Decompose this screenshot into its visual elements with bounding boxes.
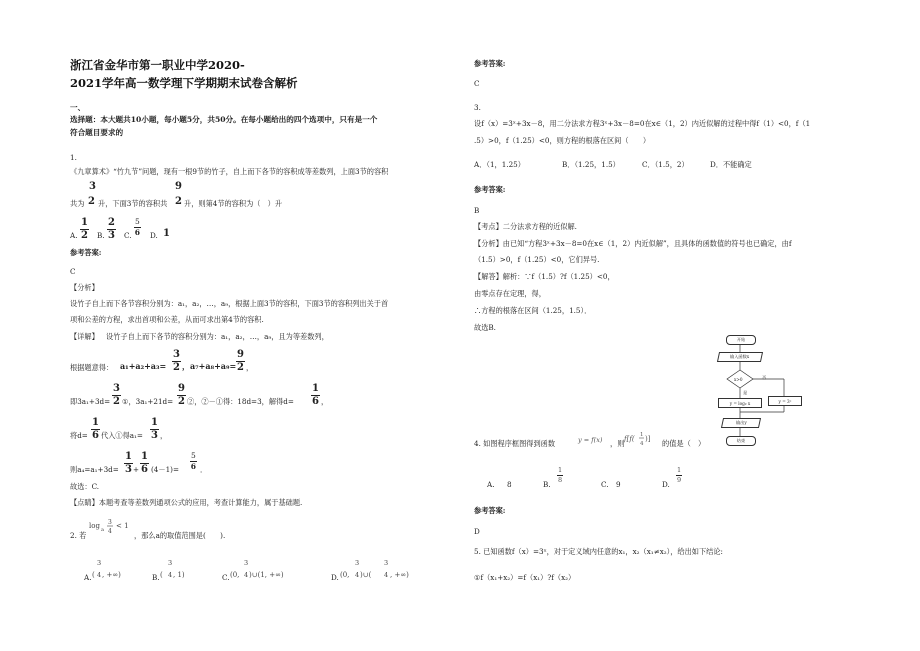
q3-option-d: D．不能确定 xyxy=(710,160,752,169)
page-title-line-2: 2021学年高一数学理下学期期末试卷含解析 xyxy=(70,76,298,90)
question-5-line-1: 5. 已知函数f（x）=3ˣ，对于定义域内任意的x₁，x₂（x₁≠x₂），给出如下结论: xyxy=(474,547,723,556)
svg-text:(0,: (0, xyxy=(230,571,240,579)
flowchart-right-branch: y = 3ˣ xyxy=(768,396,802,406)
option-c-fraction: 5 6 xyxy=(134,217,140,237)
detail-4a: 将d= xyxy=(70,431,88,440)
q2-option-d-interval xyxy=(340,556,420,584)
fraction-3-over-2-den: 2 xyxy=(88,196,95,207)
detail-5c: (4－1)= xyxy=(151,465,179,474)
section-instructions-2: 符合题目要求的 xyxy=(70,128,124,137)
answer-q3: B xyxy=(474,206,480,215)
section-instructions-1: 选择题：本大题共10小题，每小题5分，共50分。在每小题给出的四个选项中，只有是一个 xyxy=(70,115,378,124)
q3-option-c: C．（1.5，2） xyxy=(642,160,689,169)
detail-2-eq1: a₁+a₂+a₃= xyxy=(120,361,167,371)
flowchart-no-label: 否 xyxy=(762,375,767,380)
svg-text:3: 3 xyxy=(355,559,360,567)
detail-2-prefix: 根据题意得： xyxy=(70,363,114,372)
q3-line-c: 故选B. xyxy=(474,323,496,332)
question-4-suffix: 的值是（ ） xyxy=(662,439,706,448)
detail-3c: ②，②－①得：18d=3，解得d= xyxy=(187,397,294,406)
q2-option-a-label: A. xyxy=(84,573,92,582)
svg-text:< 1: < 1 xyxy=(116,522,129,530)
flowchart xyxy=(700,332,810,450)
detail-4-frac2: 1 3 xyxy=(151,417,158,441)
question-3-line-1: 设f（x）=3ˣ+3x－8，用二分法求方程3ˣ+3x－8=0在x∈（1，2）内近似解的过程中得f（1）<0，f（1 xyxy=(474,119,811,128)
flowchart-yes-label: 是 xyxy=(743,390,748,395)
detail-2-end: ， xyxy=(246,363,254,372)
question-4-middle: ，则 xyxy=(610,439,625,448)
q2-option-b-interval xyxy=(160,556,194,584)
flowchart-start: 开始 xyxy=(726,335,756,345)
svg-text:(0,: (0, xyxy=(340,571,350,579)
question-4-expr: y = f(x) xyxy=(578,436,603,444)
page-title-line-1: 浙江省金华市第一职业中学2020- xyxy=(70,58,245,72)
svg-text:3: 3 xyxy=(108,519,112,526)
option-b-label: B. xyxy=(97,231,105,240)
svg-text:4: 4 xyxy=(97,571,102,579)
q4-option-b-label: B. xyxy=(543,480,551,489)
detail-4-frac1: 1 6 xyxy=(92,417,99,441)
q4-option-c-value: 9 xyxy=(616,480,621,489)
detail-5a: 则a₄=a₁+3d= xyxy=(70,465,119,474)
option-a-fraction: 1 2 xyxy=(81,217,88,241)
detail-5d: ． xyxy=(200,465,208,474)
svg-text:)]: )] xyxy=(645,435,651,443)
detail-2-frac2: 9 2 xyxy=(237,349,244,373)
section-label: 一、 xyxy=(70,103,86,112)
question-1-stem-2a: 共为 xyxy=(70,199,85,208)
svg-text:3: 3 xyxy=(97,559,102,567)
fraction-9-over-2-den: 2 xyxy=(175,196,182,207)
detail-4b: 代入①得a₁= xyxy=(101,431,143,440)
question-1-number: 1. xyxy=(70,153,77,162)
svg-text:f[f(: f[f( xyxy=(624,435,635,443)
q4-option-b-fraction: 1 8 xyxy=(558,466,563,484)
q3-line-b: ∴方程的根落在区间（1.25，1.5）． xyxy=(474,306,592,315)
detail-3-frac1: 3 2 xyxy=(113,383,120,407)
q2-option-a-interval xyxy=(92,556,132,584)
question-5-line-2: ①f（x₁+x₂）=f（x₁）?f（x₂） xyxy=(474,573,576,582)
svg-text:1: 1 xyxy=(640,432,644,438)
flowchart-condition: x>0 xyxy=(734,377,743,382)
option-d-label: D. xyxy=(150,231,158,240)
detail-line-1-text: 设竹子自上而下各节的容积分别为：a₁，a₂，…，a₉，且为等差数列， xyxy=(106,332,329,341)
q4-option-d-fraction: 1 9 xyxy=(677,466,682,484)
answer-q2: C xyxy=(474,79,480,88)
q4-option-c-label: C. xyxy=(601,480,609,489)
detail-3a: 即3a₁+3d= xyxy=(70,397,111,406)
q3-jieda: 【解答】解析：∵f（1.5）?f（1.25）<0， xyxy=(474,272,615,281)
option-b-fraction: 2 3 xyxy=(108,217,115,241)
detail-3b: ①，3a₁+21d= xyxy=(122,397,174,406)
question-1-stem-2b: 升，下面3节的容积共 xyxy=(98,199,168,208)
svg-text:(: ( xyxy=(160,571,163,579)
svg-text:4: 4 xyxy=(168,571,173,579)
question-1-stem-1: 《九章算术》“竹九节”问题，现有一根9节的竹子，自上而下各节的容积成等差数列，上面3节的容积 xyxy=(70,167,389,176)
answer-q4: D xyxy=(474,527,480,536)
detail-2-frac1: 3 2 xyxy=(173,349,180,373)
detail-2-eq2: ，a₇+a₈+a₉= xyxy=(182,361,237,371)
q4-option-a-value: 8 xyxy=(507,480,512,489)
svg-text:4: 4 xyxy=(244,571,249,579)
detail-5-frac2: 1 6 xyxy=(141,451,148,475)
option-a-label: A. xyxy=(70,231,78,240)
q3-fenxi-2: （1.5）>0，f（1.25）<0，它们异号. xyxy=(474,255,600,264)
log-inequality xyxy=(88,516,130,540)
svg-text:4: 4 xyxy=(355,571,360,579)
q2-option-d-label: D. xyxy=(331,573,339,582)
detail-5b: + xyxy=(133,465,140,474)
option-c-label: C. xyxy=(124,231,132,240)
detail-3-frac2: 9 2 xyxy=(178,383,185,407)
svg-text:, +∞): , +∞) xyxy=(390,571,409,579)
analysis-tag: 【分析】 xyxy=(70,283,99,292)
question-4-prefix: 4. 如图程序框图得到函数 xyxy=(474,439,556,448)
svg-text:)∪(: )∪( xyxy=(360,571,372,579)
option-d-value: 1 xyxy=(163,228,170,239)
svg-text:4: 4 xyxy=(384,571,389,579)
detail-line-1: 【详解】 xyxy=(70,332,99,341)
q2-option-c-label: C. xyxy=(222,573,230,582)
q2-option-c-interval xyxy=(230,556,302,584)
svg-text:log: log xyxy=(89,522,100,530)
svg-text:)∪(1, +∞): )∪(1, +∞) xyxy=(249,571,284,579)
flowchart-end: 结束 xyxy=(726,436,756,446)
svg-text:3: 3 xyxy=(244,559,249,567)
svg-text:4: 4 xyxy=(108,528,112,535)
question-2-suffix: ，那么a的取值范围是( ). xyxy=(134,531,226,540)
detail-3d: ， xyxy=(321,397,329,406)
question-4-nested-expr xyxy=(624,428,660,450)
svg-text:3: 3 xyxy=(384,559,389,567)
q2-option-b-label: B. xyxy=(152,573,160,582)
flowchart-input: 输入函数x xyxy=(717,352,763,362)
q4-option-a-label: A. xyxy=(487,480,495,489)
svg-text:a: a xyxy=(101,527,104,533)
conclusion-q1: 故选：C. xyxy=(70,482,100,491)
q3-option-a: A．（1，1.25） xyxy=(474,160,525,169)
q3-fenxi-1: 【分析】由已知“方程3ˣ+3x－8=0在x∈（1，2）内近似解”，且具体的函数值的符号也已确定，由f xyxy=(474,239,792,248)
analysis-line-2: 项和公差的方程，求出首项和公差，从而可求出第4节的容积. xyxy=(70,315,264,324)
q3-kaodian: 【考点】二分法求方程的近似解. xyxy=(474,222,577,231)
question-1-stem-2c: 升，则第4节的容积为（ ）升 xyxy=(184,199,283,208)
q3-option-b: B．（1.25，1.5） xyxy=(562,160,620,169)
analysis-line-1: 设竹子自上而下各节容积分别为：a₁，a₂，…，a₉，根据上面3节的容积，下面3节的容积列出关于首 xyxy=(70,299,389,308)
fraction-9-over-2: 9 xyxy=(175,181,182,192)
question-3-number: 3. xyxy=(474,103,481,112)
svg-text:4: 4 xyxy=(640,441,644,447)
detail-3-frac3: 1 6 xyxy=(312,383,319,407)
question-2-prefix: 2. 若 xyxy=(70,531,87,540)
fraction-3-over-2: 3 xyxy=(89,181,96,192)
flowchart-lines xyxy=(700,332,810,450)
answer-header-q4: 参考答案: xyxy=(474,506,506,515)
svg-text:(: ( xyxy=(92,571,95,579)
answer-header-q2: 参考答案: xyxy=(474,59,506,68)
flowchart-left-branch: y = log₂ x xyxy=(718,398,762,408)
detail-4c: ， xyxy=(160,431,168,440)
answer-q1: C xyxy=(70,267,76,276)
review-q1: 【点睛】本题考查等差数列通项公式的应用，考查计算能力，属于基础题. xyxy=(70,498,303,507)
flowchart-output: 输出y xyxy=(721,418,761,428)
answer-header-q3: 参考答案: xyxy=(474,185,506,194)
q3-line-a: 由零点存在定理，得， xyxy=(474,289,546,298)
svg-text:3: 3 xyxy=(168,559,173,567)
svg-text:, 1): , 1) xyxy=(173,571,185,579)
detail-5-frac3: 5 6 xyxy=(190,451,196,471)
svg-text:, +∞): , +∞) xyxy=(102,571,121,579)
answer-header-q1: 参考答案: xyxy=(70,248,102,257)
q4-option-d-label: D. xyxy=(662,480,670,489)
detail-5-frac1: 1 3 xyxy=(125,451,132,475)
question-3-line-2: .5）>0，f（1.25）<0，则方程的根落在区间（ ） xyxy=(474,136,651,145)
